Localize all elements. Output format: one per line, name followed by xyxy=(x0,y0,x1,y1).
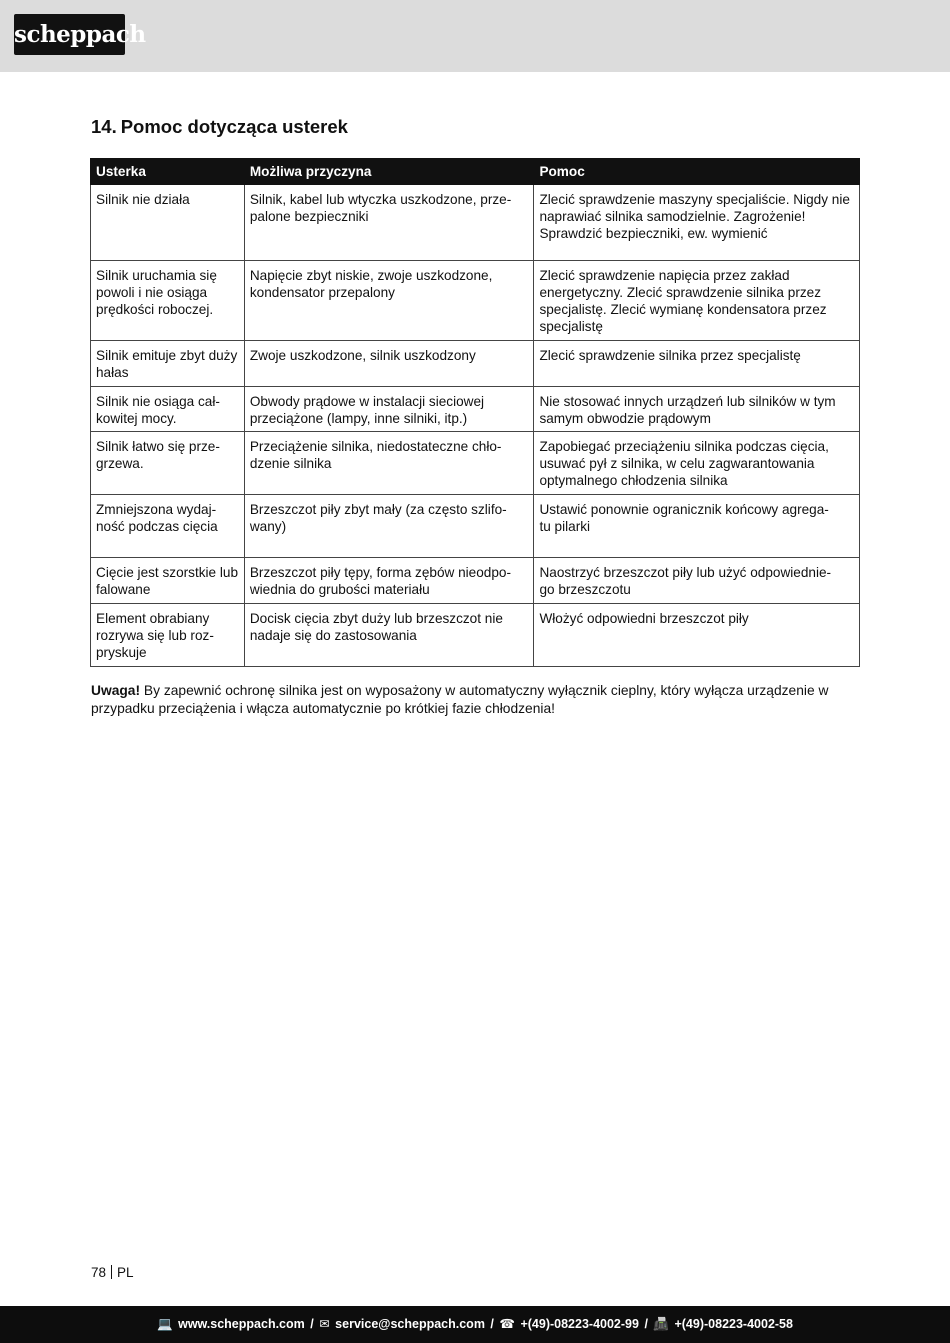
remedy-cell: Nie stosować innych urządzeń lub silników w tym samym obwodzie prądowym xyxy=(534,387,860,432)
fault-cell: Silnik łatwo się prze- grzewa. xyxy=(91,432,245,495)
phone-icon: ☎ xyxy=(499,1317,515,1331)
fault-cell: Silnik emituje zbyt duży hałas xyxy=(91,341,245,387)
column-header-cause: Możliwa przyczyna xyxy=(244,159,534,185)
table-row xyxy=(91,261,860,341)
cause-cell: Obwody prądowe w instalacji sieciowej przeciążone (lampy, inne silniki, itp.) xyxy=(244,387,534,432)
remedy-cell: Zlecić sprawdzenie maszyny specjaliście. Nigdy nie naprawiać silnika samodzielnie. Zagrożenie! Sprawdzić bezpieczniki, ew. wymienić xyxy=(534,185,860,261)
table-row xyxy=(91,341,860,387)
table-row xyxy=(91,432,860,495)
fault-table xyxy=(90,158,860,667)
header-band xyxy=(0,0,950,72)
page-language: PL xyxy=(117,1265,134,1280)
table-row xyxy=(91,387,860,432)
column-header-fault: Usterka xyxy=(91,159,245,185)
footer-separator: / xyxy=(310,1317,314,1331)
cause-cell: Przeciążenie silnika, niedostateczne chło- dzenie silnika xyxy=(244,432,534,495)
table-row xyxy=(91,495,860,558)
section-title-text: Pomoc dotycząca usterek xyxy=(120,116,348,137)
page-number-divider xyxy=(111,1265,112,1279)
page-number-value: 78 xyxy=(91,1265,107,1280)
table-row xyxy=(91,185,860,261)
section-number: 14. xyxy=(91,116,117,137)
fault-cell: Silnik nie osiąga cał- kowitej mocy. xyxy=(91,387,245,432)
phone-number: +(49)-08223-4002-99 xyxy=(520,1317,639,1331)
website-link[interactable]: www.scheppach.com xyxy=(178,1317,305,1331)
mail-icon: ✉ xyxy=(319,1317,330,1331)
table-row xyxy=(91,604,860,667)
remedy-cell: Zlecić sprawdzenie silnika przez specjalistę xyxy=(534,341,860,387)
cause-cell: Brzeszczot piły tępy, forma zębów nieodpo- wiednia do grubości materiału xyxy=(244,558,534,604)
warning-label: Uwaga! xyxy=(91,683,141,698)
footer-contact-bar xyxy=(0,1306,950,1343)
fault-cell: Cięcie jest szorstkie lub falowane xyxy=(91,558,245,604)
cause-cell: Brzeszczot piły zbyt mały (za często szlifo- wany) xyxy=(244,495,534,558)
remedy-cell: Ustawić ponownie ogranicznik końcowy agrega- tu pilarki xyxy=(534,495,860,558)
table-row xyxy=(91,558,860,604)
cause-cell: Silnik, kabel lub wtyczka uszkodzone, prze- palone bezpieczniki xyxy=(244,185,534,261)
footer-separator: / xyxy=(644,1317,648,1331)
email-link[interactable]: service@scheppach.com xyxy=(335,1317,485,1331)
fault-cell: Silnik uruchamia się powoli i nie osiąga prędkości roboczej. xyxy=(91,261,245,341)
remedy-cell: Zapobiegać przeciążeniu silnika podczas cięcia, usuwać pył z silnika, w celu zagwarantowania optymalnego chłodzenia silnika xyxy=(534,432,860,495)
fault-cell: Silnik nie działa xyxy=(91,185,245,261)
cause-cell: Napięcie zbyt niskie, zwoje uszkodzone, kondensator przepalony xyxy=(244,261,534,341)
fax-icon: 📠 xyxy=(653,1317,669,1331)
fax-number: +(49)-08223-4002-58 xyxy=(674,1317,793,1331)
fault-cell: Element obrabiany rozrywa się lub roz- pryskuje xyxy=(91,604,245,667)
warning-text: By zapewnić ochronę silnika jest on wyposażony w automatyczny wyłącznik cieplny, który wyłącza urządzenie w przypadku przeciążenia i włącza automatycznie po krótkiej fazie chłodzenia! xyxy=(91,683,829,716)
fault-cell: Zmniejszona wydaj- ność podczas cięcia xyxy=(91,495,245,558)
remedy-cell: Naostrzyć brzeszczot piły lub użyć odpowiednie- go brzeszczotu xyxy=(534,558,860,604)
section-title xyxy=(91,116,348,138)
cause-cell: Docisk cięcia zbyt duży lub brzeszczot nie nadaje się do zastosowania xyxy=(244,604,534,667)
computer-icon: 💻 xyxy=(157,1317,173,1331)
page-number xyxy=(91,1265,134,1280)
remedy-cell: Włożyć odpowiedni brzeszczot piły xyxy=(534,604,860,667)
column-header-remedy: Pomoc xyxy=(534,159,860,185)
cause-cell: Zwoje uszkodzone, silnik uszkodzony xyxy=(244,341,534,387)
warning-note xyxy=(91,682,866,717)
scheppach-logo: scheppach xyxy=(14,14,125,55)
footer-separator: / xyxy=(490,1317,494,1331)
table-header-row xyxy=(91,159,860,185)
remedy-cell: Zlecić sprawdzenie napięcia przez zakład energetyczny. Zlecić sprawdzenie silnika przez specjalistę. Zlecić wymianę kondensatora przez specjalistę xyxy=(534,261,860,341)
